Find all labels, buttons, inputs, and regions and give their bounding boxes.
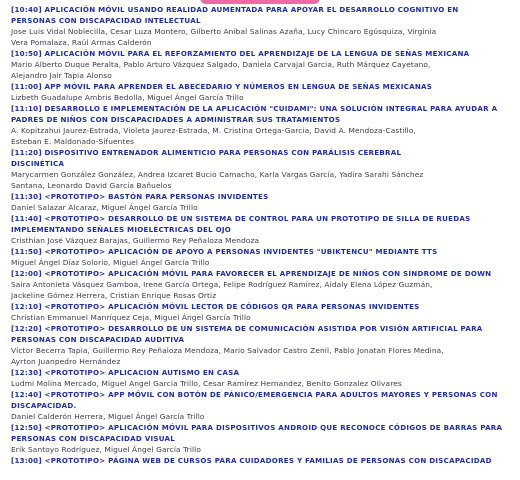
program-entry: [11, 301, 514, 323]
session-title: [12:30] <PROTOTIPO> APLICACION AUTISMO EN CASA: [11, 368, 240, 377]
session-authors: Saira Antonieta Vásquez Gamboa, Irene García Ortega, Felipe Rodríguez Ramírez, Aidaly Elena López Guzmán,: [11, 280, 433, 289]
session-title: [11:50] <PROTOTIPO> APLICACIÓN DE APOYO A PERSONAS INVIDENTES "UBIKTENCU" MEDIANTE TTS: [11, 247, 438, 256]
session-authors: Marycarmen González González, Andrea Izcaret Bucio Camacho, Karla Vargas García, Yadira Sarahi Sánchez: [11, 170, 424, 179]
session-title: DISCINÉTICA: [11, 159, 65, 168]
session-title: [13:00] <PROTOTIPO> PÁGINA WEB DE CURSOS PARA CUIDADORES Y FAMILIAS DE PERSONAS CON DISCAPACIDAD: [11, 456, 492, 465]
session-authors: Lizbeth Guadalupe Ambris Bedolla, Miguel Ángel García Trillo: [11, 93, 244, 102]
program-entry: [11, 422, 514, 455]
session-title: [11:00] APP MÓVIL PARA APRENDER EL ABECEDARIO Y NÚMEROS EN LENGUA DE SEÑAS MEXICANAS: [11, 82, 433, 91]
session-title: [12:20] <PROTOTIPO> DESARROLLO DE UN SISTEMA DE COMUNICACIÓN ASISTIDA POR VISIÓN ARTIFICIAL PARA: [11, 324, 483, 333]
session-title: PADRES DE NIÑOS CON DISCAPACIDADES A ADMINISTRAR SUS TRATAMIENTOS: [11, 115, 341, 124]
session-title: IMPLEMENTANDO SEÑALES MIOELÉCTRICAS DEL OJO: [11, 225, 232, 234]
session-title: [11:20] DISPOSITIVO ENTRENADOR ALIMENTICIO PARA PERSONAS CON PARÁLISIS CEREBRAL: [11, 148, 402, 157]
session-title: [10:40] APLICACIÓN MÓVIL USANDO REALIDAD AUMENTADA PARA APOYAR EL DESARROLLO COGNITIVO EN: [11, 5, 459, 14]
session-authors: Cristhian José Vázquez Barajas, Guillermo Rey Peñaloza Mendoza: [11, 236, 260, 245]
session-title: [11:30] <PROTOTIPO> BASTÓN PARA PERSONAS INVIDENTES: [11, 192, 269, 201]
program-entry: [11, 103, 514, 147]
session-title: PERSONAS CON DISCAPACIDAD AUDITIVA: [11, 335, 185, 344]
session-authors: Jackeline Gómez Herrera, Cristian Enrique Rosas Ortiz: [11, 291, 217, 300]
session-authors: Daniel Calderón Herrera, Miguel Ángel García Trillo: [11, 412, 205, 421]
session-authors: Alejandro Jair Tapia Alonso: [11, 71, 112, 80]
program-entry: [11, 268, 514, 301]
session-authors: A. Kopitzahui Jaurez-Estrada, Violeta Jaurez-Estrada, M. Cristina Ortega-Garcia, David A. Mendoza-Castillo,: [11, 126, 416, 135]
program-entry: [11, 213, 514, 246]
program-entry: [11, 48, 514, 81]
session-title: [10:50] APLICACIÓN MÓVIL PARA EL REFORZAMIENTO DEL APRENDIZAJE DE LA LENGUA DE SEÑAS MEXICANA: [11, 49, 470, 58]
program-entry: [11, 147, 514, 191]
session-authors: Ayrton Juanpedro Hernández: [11, 357, 121, 366]
program-entry: [11, 367, 514, 389]
program-entry: [11, 4, 514, 48]
session-authors: Christian Emmanuel Manríquez Ceja, Miguel Ángel García Trillo: [11, 313, 251, 322]
session-title: [11:40] <PROTOTIPO> DESARROLLO DE UN SISTEMA DE CONTROL PARA UN PROTOTIPO DE SILLA DE RUEDAS: [11, 214, 471, 223]
session-title: [11:10] DESARROLLO E IMPLEMENTACIÓN DE LA APLICACIÓN "CUIDAMI": UNA SOLUCIÓN INTEGRAL PARA AYUDAR A: [11, 104, 498, 113]
program-entry: [11, 455, 514, 466]
session-authors: Mario Alberto Duque Peralta, Pablo Arturo Vázquez Salgado, Daniela Carvajal Garcia, Ruth Márquez Cayetano,: [11, 60, 431, 69]
session-title: DISCAPACIDAD.: [11, 401, 77, 410]
program-entry: [11, 81, 514, 103]
session-title: PERSONAS CON DISCAPACIDAD VISUAL: [11, 434, 176, 443]
session-authors: Ludmi Molina Mercado, Miguel Angel Garcia Trillo, Cesar Ramírez Hernandez, Benito Gonzalez Olivares: [11, 379, 402, 388]
program-list: [11, 4, 514, 466]
program-entry: [11, 246, 514, 268]
session-authors: Santana, Leonardo David García Bañuelos: [11, 181, 172, 190]
program-entry: [11, 323, 514, 367]
session-title: [12:10] <PROTOTIPO> APLICACIÓN MÓVIL LECTOR DE CÓDIGOS QR PARA PERSONAS INVIDENTES: [11, 302, 420, 311]
session-authors: Daniel Salazar Alcaraz, Miguel Ángel García Trillo: [11, 203, 198, 212]
session-authors: Jose Luis Vidal Noblecilla, Cesar Luza Montero, Gilberto Anibal Salinas Azaña, Lucy Chincaro Egúsquiza, Virginia: [11, 27, 437, 36]
session-authors: Víctor Becerra Tapia, Guillermo Rey Peñaloza Mendoza, Mario Salvador Castro Zenil, Pablo Jonatan Flores Medina,: [11, 346, 444, 355]
session-authors: Erik Santoyo Rodríguez, Miguel Ángel García Trillo: [11, 445, 201, 454]
program-entry: [11, 191, 514, 213]
session-title: [12:40] <PROTOTIPO> APP MÓVIL CON BOTÓN DE PÁNICO/EMERGENCIA PARA ADULTOS MAYORES Y PERSONAS CON: [11, 390, 498, 399]
program-entry: [11, 389, 514, 422]
session-title: [12:50] <PROTOTIPO> APLICACIÓN MÓVIL PARA DISPOSITIVOS ANDROID QUE RECONOCE CÓDIGOS DE BARRAS PARA: [11, 423, 503, 432]
session-title: PERSONAS CON DISCAPACIDAD INTELECTUAL: [11, 16, 201, 25]
session-authors: Miguel Ángel Díaz Solorio, Miguel Ángel García Trillo: [11, 258, 210, 267]
session-authors: Vera Pomalaza, Raúl Armas Calderón: [11, 38, 152, 47]
session-title: [12:00] <PROTOTIPO> APLICACIÓN MÓVIL PARA FAVORECER EL APRENDIZAJE DE NIÑOS CON SÍNDROME DE DOWN: [11, 269, 492, 278]
session-authors: Esteban E. Maldonado-Sifuentes: [11, 137, 135, 146]
